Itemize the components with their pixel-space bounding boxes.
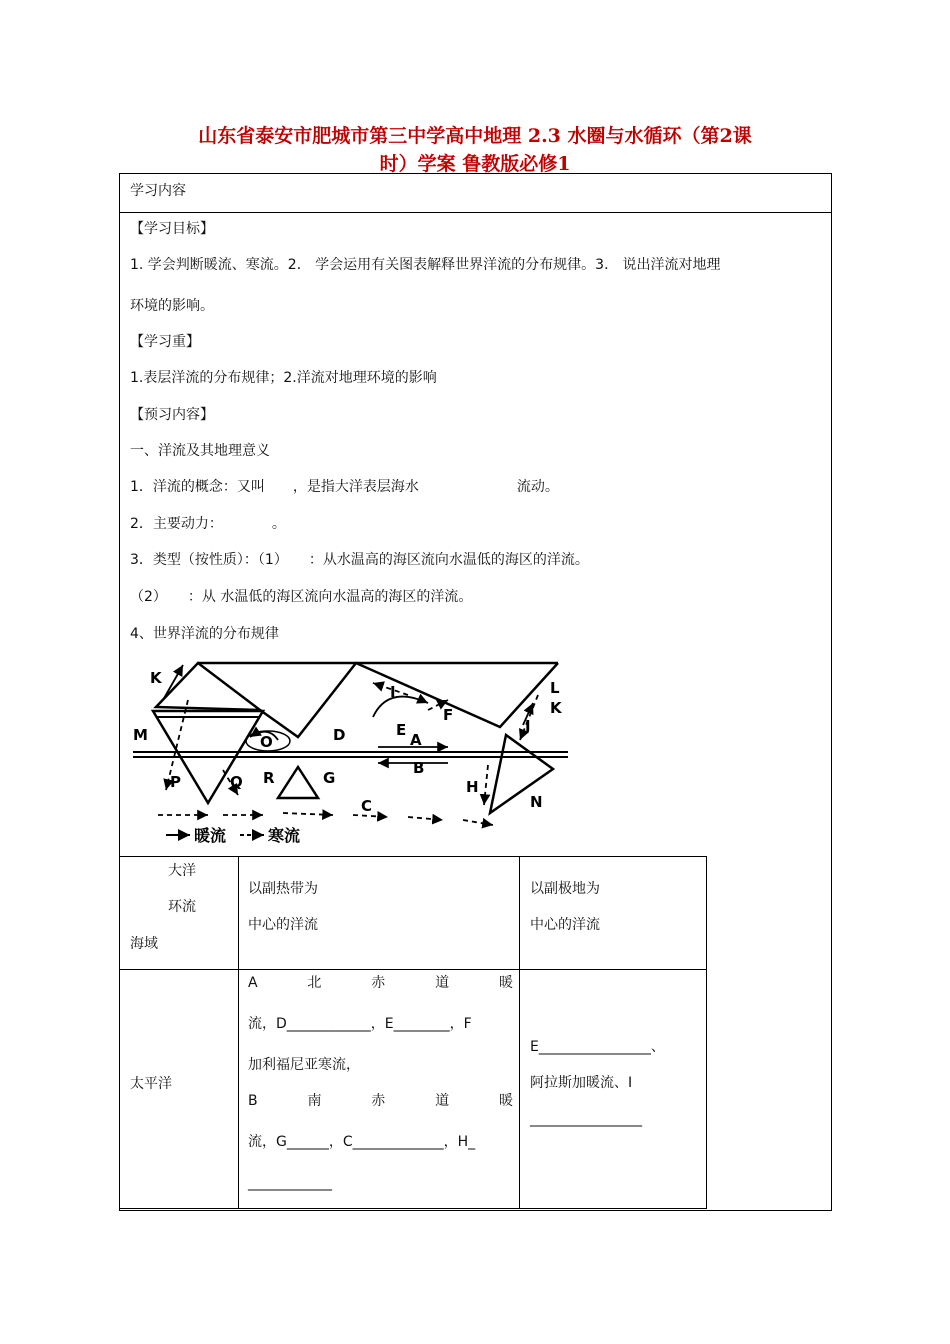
cold-current-c4 <box>353 815 388 817</box>
label-p: P <box>170 773 181 791</box>
label-m: M <box>133 726 148 744</box>
header-area: 海域 <box>130 936 158 952</box>
label-b: B <box>413 759 425 777</box>
title-line-1: 山东省泰安市肥城市第三中学高中地理 2.3 水圈与水循环（第2课 <box>198 125 752 147</box>
preview-item-5: （2） ：从 水温低的海区流向水温高的海区的洋流。 <box>130 589 473 605</box>
header-divider <box>119 212 832 213</box>
continent-se <box>490 735 553 813</box>
header-subtropical-2: 中心的洋流 <box>248 917 318 933</box>
title-line-2: 时）学案 鲁教版必修1 <box>379 153 571 175</box>
section-header: 学习内容 <box>130 183 186 199</box>
goals-heading: 【学习目标】 <box>130 221 214 237</box>
goals-line-2: 环境的影响。 <box>130 298 214 314</box>
island-triangle <box>278 767 318 798</box>
cold-current-h <box>484 765 488 805</box>
pacific-subtropical-line-6: ____________ <box>248 1175 332 1191</box>
label-h: H <box>466 778 479 796</box>
label-n: N <box>530 793 543 811</box>
preview-item-3: 2．主要动力： 。 <box>130 516 286 532</box>
label-k2: K <box>550 699 562 717</box>
key-points-heading: 【学习重】 <box>130 334 200 350</box>
key-points-text: 1.表层洋流的分布规律；2.洋流对地理环境的影响 <box>130 370 437 386</box>
pacific-subtropical-line-1: A 北 赤 道 暖 <box>248 975 513 991</box>
document-title <box>0 122 950 178</box>
header-ocean: 大洋 <box>168 863 196 879</box>
label-j: J <box>525 717 531 735</box>
legend-cold-label: 寒流 <box>268 826 301 845</box>
goals-line-1: 1. 学会判断暖流、寒流。2． 学会运用有关图表解释世界洋流的分布规律。3． 说出洋流对地理 <box>130 257 721 273</box>
label-l: L <box>550 679 560 697</box>
label-a: A <box>410 731 422 749</box>
label-k: K <box>150 669 162 687</box>
label-e: E <box>396 721 407 739</box>
pacific-subtropical-line-5: 流，G______，C_____________，H_ <box>248 1134 476 1150</box>
label-q: Q <box>230 773 243 791</box>
label-d: D <box>333 726 346 744</box>
pacific-subtropical-line-4: B 南 赤 道 暖 <box>248 1093 513 1109</box>
label-c: C <box>361 797 373 815</box>
header-subtropical-1: 以副热带为 <box>248 881 318 897</box>
preview-item-2: 1．洋流的概念：又叫 ，是指大洋表层海水 流动。 <box>130 479 559 495</box>
label-f: F <box>443 706 454 724</box>
table-col-divider-2 <box>519 856 520 1209</box>
preview-item-1: 一、洋流及其地理意义 <box>130 443 270 459</box>
header-subpolar-2: 中心的洋流 <box>530 917 600 933</box>
cold-current-c3 <box>283 813 333 815</box>
preview-item-4: 3．类型（按性质）：（1） ：从水温高的海区流向水温低的海区的洋流。 <box>130 552 589 568</box>
label-r: R <box>263 769 275 787</box>
pacific-subpolar-line-3: ________________ <box>530 1111 642 1127</box>
pacific-subtropical-line-3: 加利福尼亚寒流， <box>248 1057 360 1073</box>
preview-heading: 【预习内容】 <box>130 407 214 423</box>
cold-current-c6 <box>463 820 493 825</box>
table-row-divider <box>119 969 707 970</box>
pacific-subtropical-line-2: 流，D____________，E________，F <box>248 1016 472 1032</box>
preview-item-6: 4、世界洋流的分布规律 <box>130 626 279 642</box>
ocean-current-diagram <box>128 655 578 850</box>
cold-current-c5 <box>408 817 443 820</box>
coast-north <box>260 663 558 737</box>
pacific-subpolar-line-1: E________________、 <box>530 1039 665 1055</box>
legend-warm-label: 暖流 <box>194 826 227 845</box>
table-col-divider-1 <box>238 856 239 1209</box>
header-subpolar-1: 以副极地为 <box>530 881 600 897</box>
label-i: I <box>390 683 396 701</box>
label-o: O <box>260 733 273 751</box>
row-pacific-label: 太平洋 <box>130 1076 172 1092</box>
warm-current-i <box>373 697 428 717</box>
pacific-subpolar-line-2: 阿拉斯加暖流、I <box>530 1075 633 1091</box>
label-g: G <box>323 769 336 787</box>
header-gyre: 环流 <box>168 899 196 915</box>
